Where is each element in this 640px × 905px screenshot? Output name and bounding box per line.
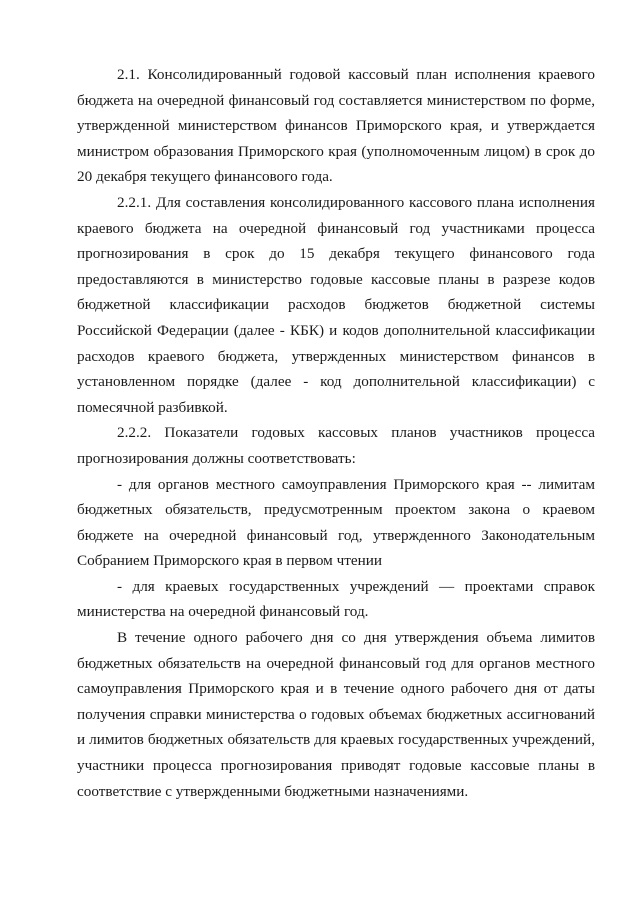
paragraph-2-2-2: 2.2.2. Показатели годовых кассовых планов участников процесса прогнозирования должны соответствовать: — [77, 424, 595, 467]
paragraph-local-government: - для органов местного самоуправления Приморского края -- лимитам бюджетных обязательств, предусмотренным проектом закона о краевом бюджете на очередной финансовый год, утвержденного Законодательным Собранием Приморского края в первом чтении — [77, 475, 595, 570]
paragraph-2-1: 2.1. Консолидированный годовой кассовый план исполнения краевого бюджета на очередной финансовый год составляется министерством по форме, утвержденной министерством финансов Приморского края, и утверждается министром образования Приморского края (уполномоченным лицом) в срок до 20 декабря текущего финансового года. — [77, 66, 595, 186]
paragraph-state-institutions: - для краевых государственных учреждений — проектами справок министерства на очередной финансовый год. — [77, 577, 595, 621]
paragraph-plan-adjustment: В течение одного рабочего дня со дня утверждения объема лимитов бюджетных обязательств на очередной финансовый год для органов местного самоуправления Приморского края и в течение одного рабочего дня от даты получения справки министерства о годовых объемах бюджетных ассигнований и лимитов бюджетных обязательств для краевых государственных учреждений, участники процесса прогнозирования приводят годовые кассовые планы в соответствие с утвержденными бюджетными назначениями. — [77, 629, 595, 800]
document-body — [77, 62, 595, 804]
paragraph-2-2-1: 2.2.1. Для составления консолидированного кассового плана исполнения краевого бюджета на очередной финансовый год участниками процесса прогнозирования в срок до 15 декабря текущего финансового года предоставляются в министерство годовые кассовые планы в разрезе кодов бюджетной классификации расходов бюджетов бюджетной системы Российской Федерации (далее - КБК) и кодов дополнительной классификации расходов краевого бюджета, утвержденных министерством финансов в установленном порядке (далее - код дополнительной классификации) с помесячной разбивкой. — [77, 193, 595, 416]
